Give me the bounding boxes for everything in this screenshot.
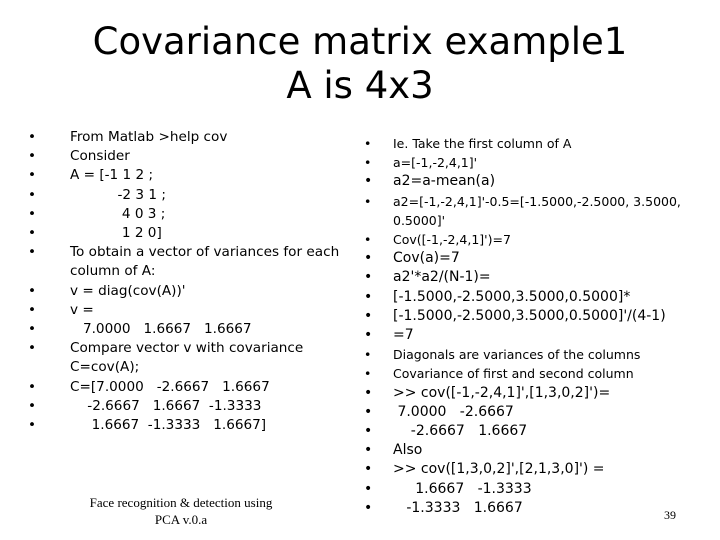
right-bullet: • >> cov([-1,-2,4,1]',[1,3,0,2]')= — [364, 384, 709, 403]
left-bullet: • v = diag(cov(A))' — [28, 282, 348, 301]
right-bullet: • Ie. Take the first column of A — [364, 134, 709, 153]
left-bullet: • From Matlab >help cov — [28, 128, 348, 147]
left-bullet: • 1.6667 -1.3333 1.6667] — [28, 416, 348, 435]
left-bullet: • 7.0000 1.6667 1.6667 — [28, 320, 348, 339]
slide-title — [0, 20, 720, 108]
right-bullet: • Cov([-1,-2,4,1]')=7 — [364, 230, 709, 249]
right-bullet: • =7 — [364, 326, 709, 345]
left-bullet: • -2 3 1 ; — [28, 186, 348, 205]
page-number: 39 — [664, 508, 676, 522]
footer-text — [74, 494, 288, 528]
left-bullet: • 4 0 3 ; — [28, 205, 348, 224]
right-bullet: • Cov(a)=7 — [364, 249, 709, 268]
right-bullet: • a2=a-mean(a) — [364, 172, 709, 191]
footer-line-2: PCA v.0.a — [154, 512, 208, 527]
right-bullet: • Diagonals are variances of the columns — [364, 345, 709, 364]
right-bullet-list — [364, 134, 709, 518]
right-bullet: • 1.6667 -1.3333 — [364, 480, 709, 499]
right-bullet: • 7.0000 -2.6667 — [364, 403, 709, 422]
left-bullet: • Consider — [28, 147, 348, 166]
left-bullet: • -2.6667 1.6667 -1.3333 — [28, 397, 348, 416]
right-bullet: • Covariance of first and second column — [364, 364, 709, 383]
right-bullet: • a2=[-1,-2,4,1]'-0.5=[-1.5000,-2.5000, 3.5000, 0.5000]' — [364, 192, 709, 230]
title-line-1: Covariance matrix example1 — [92, 20, 628, 63]
right-bullet: • -2.6667 1.6667 — [364, 422, 709, 441]
right-bullet: • a2'*a2/(N-1)= — [364, 268, 709, 287]
title-line-2: A is 4x3 — [286, 64, 434, 107]
right-bullet: • >> cov([1,3,0,2]',[2,1,3,0]') = — [364, 460, 709, 479]
left-bullet: • A = [-1 1 2 ; — [28, 166, 348, 185]
right-bullet: • [-1.5000,-2.5000,3.5000,0.5000]* — [364, 288, 709, 307]
right-bullet: • -1.3333 1.6667 — [364, 499, 709, 518]
left-bullet: • 1 2 0] — [28, 224, 348, 243]
left-bullet-list — [28, 128, 348, 435]
right-bullet: • Also — [364, 441, 709, 460]
left-bullet: • To obtain a vector of variances for each column of A: — [28, 243, 348, 281]
left-bullet: • Compare vector v with covariance C=cov(A); — [28, 339, 348, 377]
left-bullet: • v = — [28, 301, 348, 320]
footer-line-1: Face recognition & detection using — [89, 495, 273, 510]
left-bullet: • C=[7.0000 -2.6667 1.6667 — [28, 378, 348, 397]
right-bullet: • a=[-1,-2,4,1]' — [364, 153, 709, 172]
right-bullet: • [-1.5000,-2.5000,3.5000,0.5000]'/(4-1) — [364, 307, 709, 326]
